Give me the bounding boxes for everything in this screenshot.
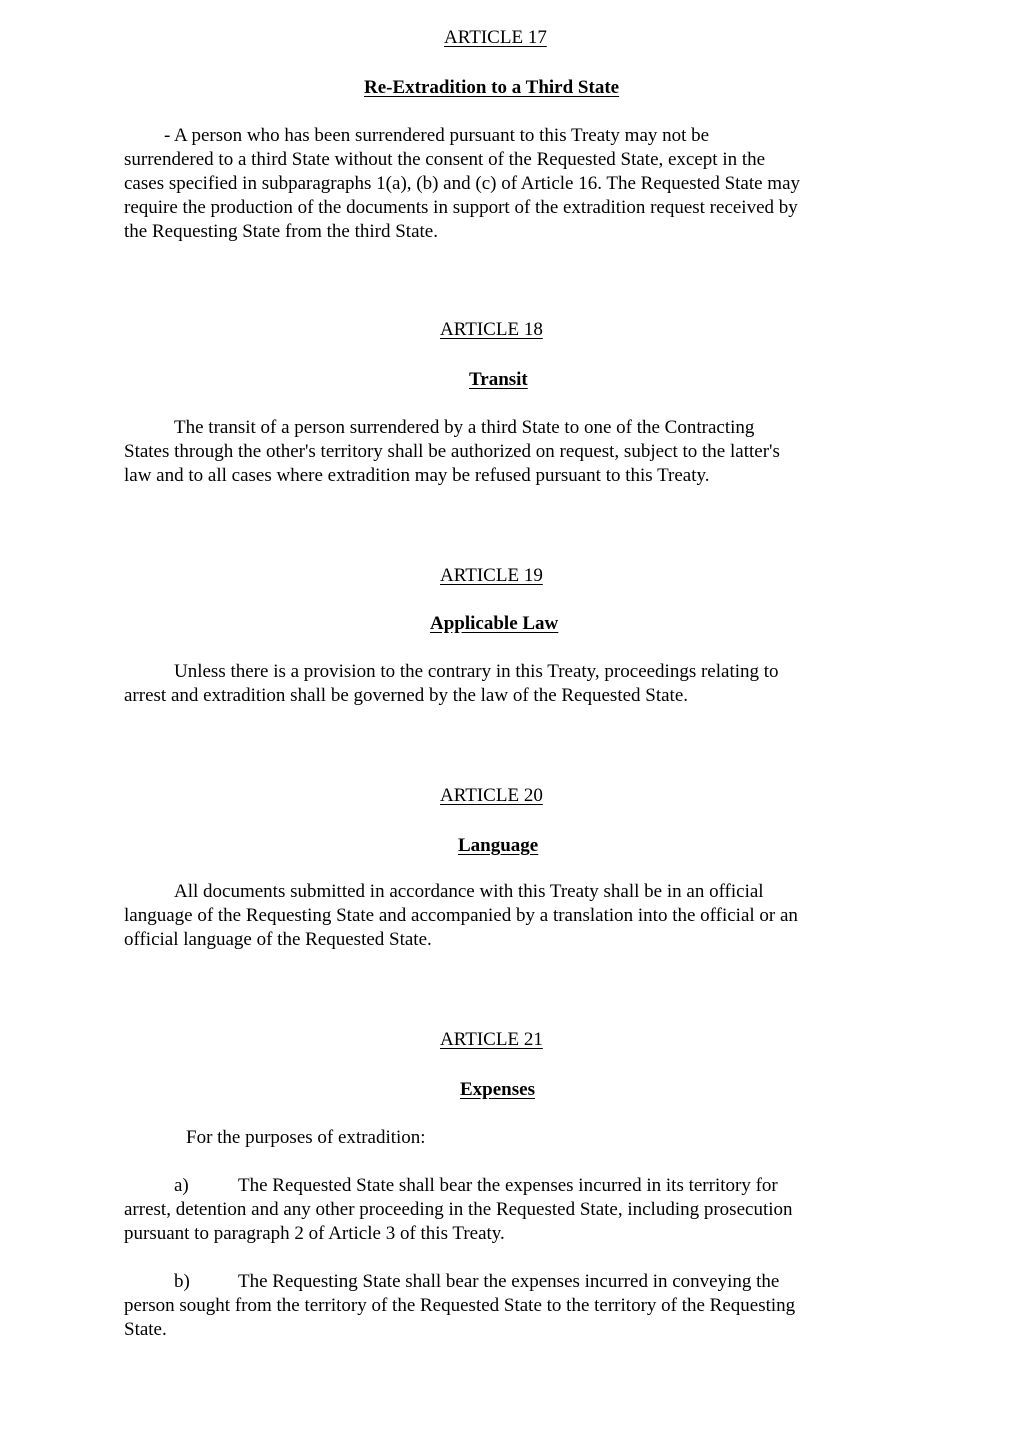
article-21-item-a-line: pursuant to paragraph 2 of Article 3 of this Treaty. xyxy=(124,1223,505,1244)
article-20-line: official language of the Requested State. xyxy=(124,929,432,950)
article-19-heading: ARTICLE 19 xyxy=(440,565,543,586)
article-19-line: Unless there is a provision to the contrary in this Treaty, proceedings relating to xyxy=(174,661,779,682)
article-21-heading: ARTICLE 21 xyxy=(440,1029,543,1050)
article-19-line: arrest and extradition shall be governed by the law of the Requested State. xyxy=(124,685,689,706)
article-21-intro-text: For the purposes of extradition: xyxy=(186,1127,426,1148)
article-21-item-b-text: The Requesting State shall bear the expenses incurred in conveying the xyxy=(238,1271,780,1292)
article-17-body xyxy=(124,124,874,244)
article-17-heading: ARTICLE 17 xyxy=(444,27,547,48)
article-17-line: - A person who has been surrendered pursuant to this Treaty may not be xyxy=(164,125,710,146)
item-label: b) xyxy=(174,1271,190,1292)
article-20-line: language of the Requesting State and accompanied by a translation into the official or an xyxy=(124,905,798,926)
article-20-heading: ARTICLE 20 xyxy=(440,785,543,806)
article-21-item-a-text: The Requested State shall bear the expenses incurred in its territory for xyxy=(238,1175,778,1196)
article-21-item-a-line xyxy=(124,1174,874,1198)
article-20-title: Language xyxy=(458,835,539,856)
article-18-title: Transit xyxy=(469,369,528,390)
article-19-body xyxy=(124,660,874,708)
article-17-line: require the production of the documents in support of the extradition request received by xyxy=(124,197,798,218)
article-17-line: surrendered to a third State without the consent of the Requested State, except in the xyxy=(124,149,766,170)
article-18-line: States through the other's territory shall be authorized on request, subject to the latter's xyxy=(124,441,780,462)
article-18-body xyxy=(124,416,874,488)
article-21-intro xyxy=(186,1126,936,1150)
article-20-body xyxy=(124,880,874,952)
item-label: a) xyxy=(174,1175,189,1196)
article-18-line: The transit of a person surrendered by a third State to one of the Contracting xyxy=(174,417,755,438)
article-18-line: law and to all cases where extradition may be refused pursuant to this Treaty. xyxy=(124,465,710,486)
article-19-title: Applicable Law xyxy=(430,613,559,634)
article-21-item-b-line xyxy=(124,1270,874,1294)
article-21-item-a xyxy=(124,1174,874,1246)
article-20-line: All documents submitted in accordance with this Treaty shall be in an official xyxy=(174,881,764,902)
article-21-item-b xyxy=(124,1270,874,1342)
article-21-item-b-line: State. xyxy=(124,1319,167,1340)
article-21-item-a-line: arrest, detention and any other proceeding in the Requested State, including prosecution xyxy=(124,1199,793,1220)
article-21-title: Expenses xyxy=(460,1079,535,1100)
article-17-line: cases specified in subparagraphs 1(a), (b) and (c) of Article 16. The Requested State may xyxy=(124,173,801,194)
article-18-heading: ARTICLE 18 xyxy=(440,319,543,340)
article-21-item-b-line: person sought from the territory of the Requested State to the territory of the Requesting xyxy=(124,1295,796,1316)
article-17-line: the Requesting State from the third State. xyxy=(124,221,438,242)
article-17-title: Re-Extradition to a Third State xyxy=(364,77,620,98)
